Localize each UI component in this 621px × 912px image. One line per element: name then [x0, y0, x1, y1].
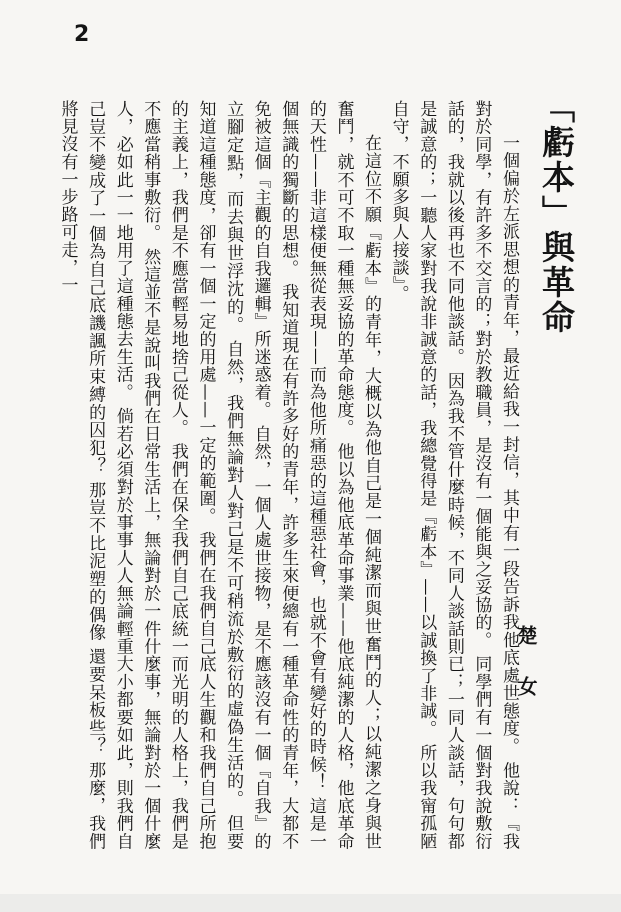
page-bottom-edge: [0, 894, 621, 912]
article-body: [52, 100, 522, 850]
author-byline: 楚 女: [514, 625, 538, 708]
paragraph: 在這位不願『虧本』的青年，大概以為他自己是一個純潔而與世奮鬥的人；以純潔之身與世奮鬥，就不可不取一種無妥協的革命態度。 他以為他底革命事業——他底純潔的人格，他底革命的天性——非這樣便無從表現——而為他所痛惡的這種惡社會，也就不會有變好的時候！ 這是一個無識的獨斷的思想。 我知道現在有許多好的青年，許多生來便總有一種革命性的青年，大都不免被這個『主觀的自我邏輯』所迷惑着。 自然，一個人處世接物，是不應該沒有一個『自我』的立腳定點，而去與世浮沈的。 自然，我們無論對人對己是不可稍流於敷衍的虛偽生活的。 但要知道這種態度，卻有一個一定的用處——一定的範圍。 我們在我們自己底人生觀和我們自己所抱的主義上，我們是不應當輕易地捨己從人。 我們在保全我們自己底統一而光明的人格上，我們是不應當稍事敷衍。 然這並不是說叫我們在日常生活上，無論對於一件什麼事，無論對於一個什麼人，必如此一一地用了這種態去生活。 倘若必須對於事事人人無論輕重大小都要如此，則我們自己豈不變成了一個為自己底譏諷所束縛的囚犯？ 那豈不比泥塑的偶像 還要呆板些？ 那麼，我們將見沒有一步路可走，一: [57, 100, 382, 850]
article-title: 「虧本」與革命: [537, 90, 576, 335]
paragraph: 一個偏於左派思想的青年，最近給我一封信，其中有一段告訴我他底處世態度。 他說：『我對於同學，有許多不交言的；對於教職員，是沒有一個能與之妥協的。 同學們有一個對我說敷衍話的，我就以後再也不同他談話。 因為我不管什麼時候，不同人談話則已；一同人談話，句句都是誠意的；一聽人家對我說非誠意的話，我總覺得是『虧本』——以誠換了非誠。 所以我甯孤陋自守，不願多與人接談』。: [388, 100, 519, 850]
page-number: 2: [74, 22, 90, 47]
